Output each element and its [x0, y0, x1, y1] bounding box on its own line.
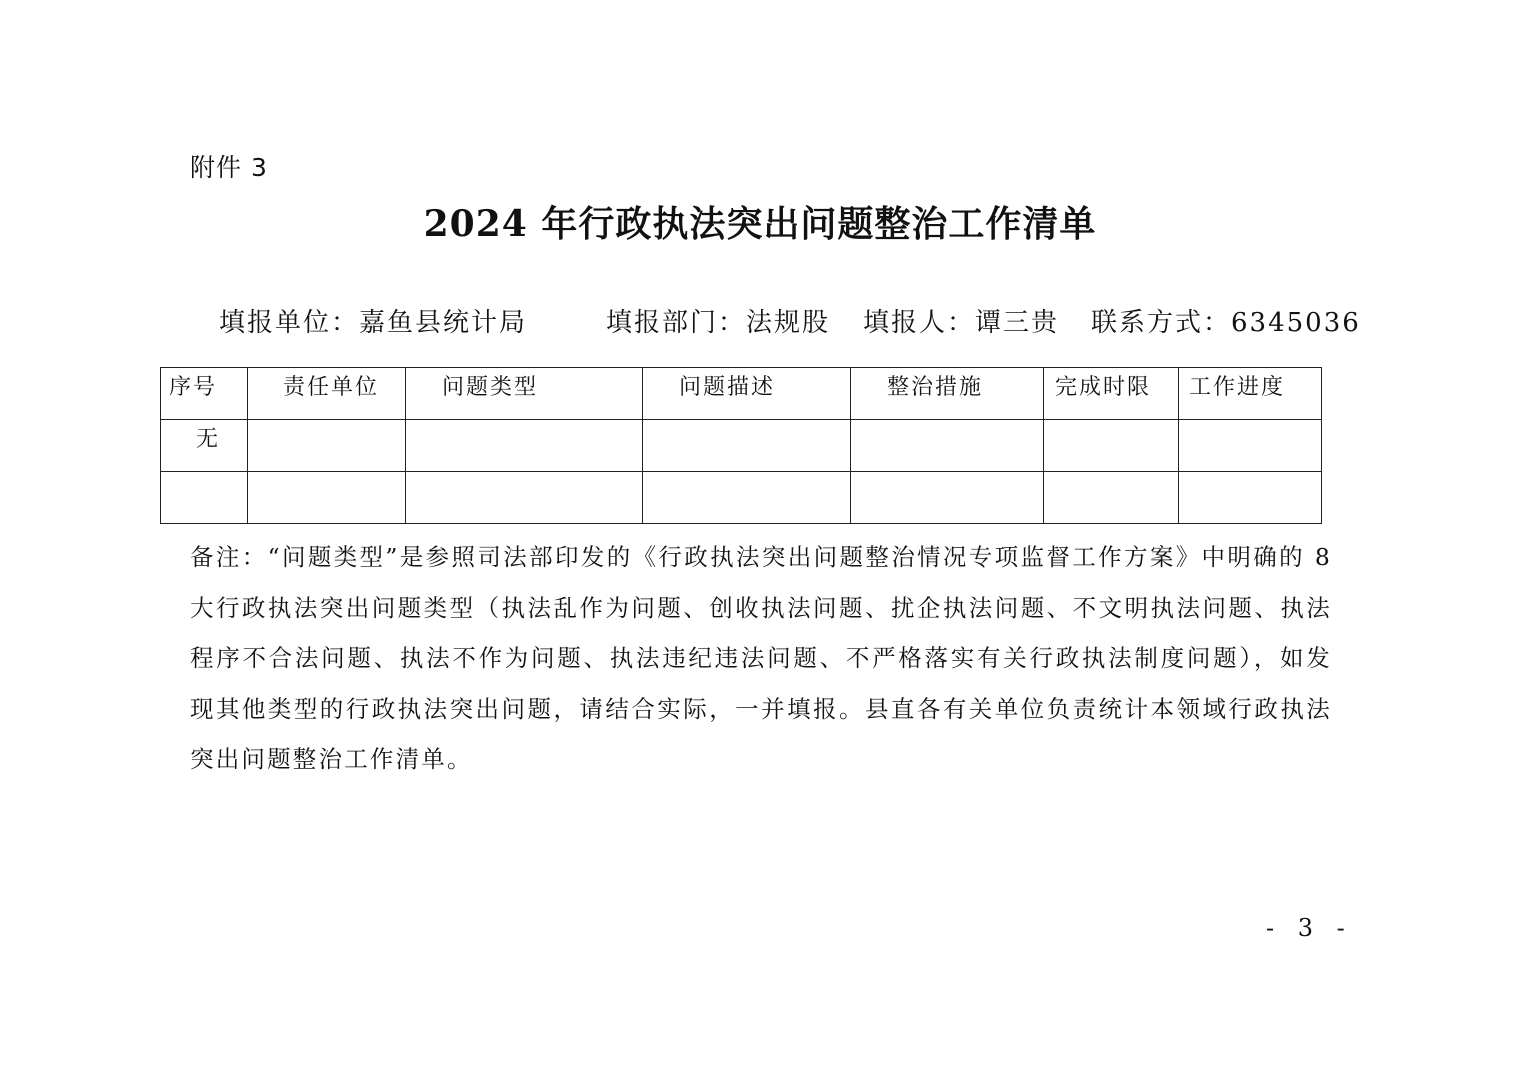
issue-table [160, 367, 1322, 524]
page-number: - 3 - [1266, 914, 1353, 942]
table-cell [851, 472, 1044, 524]
table-cell [643, 472, 851, 524]
table-cell [248, 420, 406, 472]
table-cell [1044, 420, 1179, 472]
table-row [161, 420, 1322, 472]
info-unit: 填报单位：嘉鱼县统计局 [219, 308, 528, 338]
header-issue-type: 问题类型 [406, 368, 643, 420]
info-reporter: 填报人：谭三贵 [863, 308, 1060, 338]
table-cell [406, 420, 643, 472]
table-row [161, 472, 1322, 524]
table-cell [161, 472, 248, 524]
note-paragraph: 备注：“问题类型”是参照司法部印发的《行政执法突出问题整治情况专项监督工作方案》中明确的 8 大行政执法突出问题类型（执法乱作为问题、创收执法问题、扰企执法问题、不文明执法问题、执法程序不合法问题、执法不作为问题、执法违纪违法问题、不严格落实有关行政执法制度问题），如发现其他类型的行政执法突出问题，请结合实际，一并填报。县直各有关单位负责统计本领域行政执法突出问题整治工作清单。 [190, 543, 1332, 773]
header-issue-description: 问题描述 [643, 368, 851, 420]
table-cell [406, 472, 643, 524]
header-responsible-unit: 责任单位 [248, 368, 406, 420]
table-cell [1179, 420, 1322, 472]
info-department: 填报部门：法规股 [606, 308, 831, 338]
table-cell [643, 420, 851, 472]
header-seq: 序号 [161, 368, 248, 420]
attachment-label: 附件 3 [190, 153, 268, 182]
header-measures: 整治措施 [851, 368, 1044, 420]
table-cell: 无 [161, 420, 248, 472]
header-progress: 工作进度 [1179, 368, 1322, 420]
table-cell [248, 472, 406, 524]
table-cell [1044, 472, 1179, 524]
table-header-row [161, 368, 1322, 420]
info-contact: 联系方式：6345036 [1091, 308, 1361, 338]
document-title: 2024 年行政执法突出问题整治工作清单 [423, 203, 1097, 245]
table-cell [1179, 472, 1322, 524]
table-cell [851, 420, 1044, 472]
header-deadline: 完成时限 [1044, 368, 1179, 420]
